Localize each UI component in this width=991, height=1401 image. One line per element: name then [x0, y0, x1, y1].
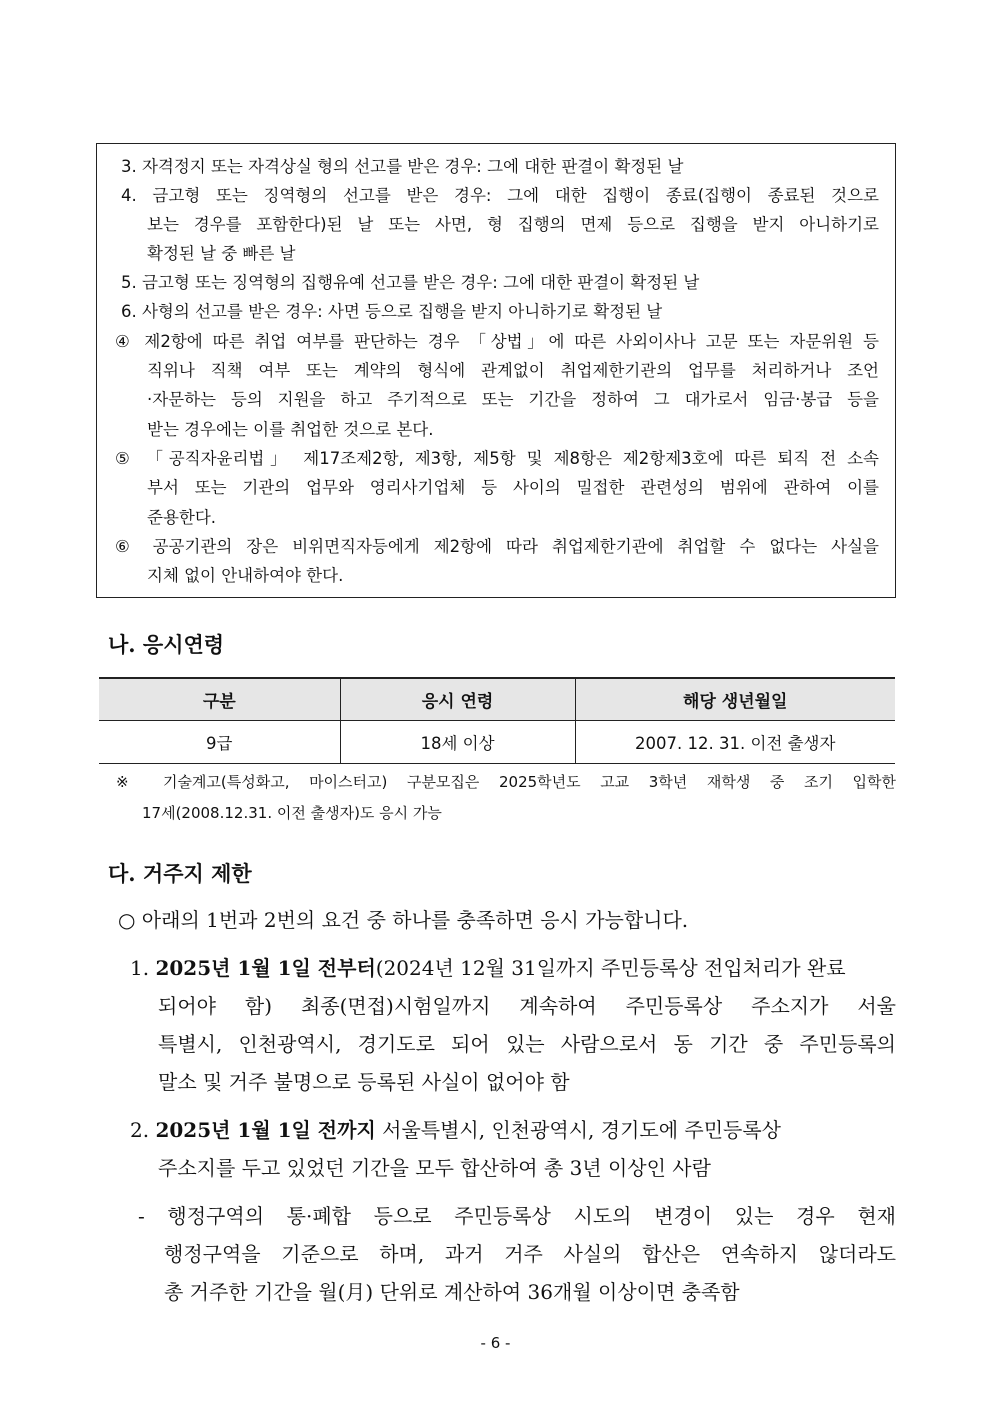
- residence-item2-line1: [130, 1117, 896, 1143]
- legal-para-5-line2: 부서 또는 기관의 업무와 영리사기업체 등 사이의 밀접한 관련성의 범위에 관하여 이를: [147, 478, 879, 497]
- legal-para-4-line2: 직위나 직책 여부 또는 계약의 형식에 관계없이 취업제한기관의 업무를 처리하거나 조언: [147, 361, 879, 380]
- residence-item1-number: 1.: [130, 956, 150, 980]
- legal-para-6-line2: 지체 없이 안내하여야 한다.: [147, 566, 344, 585]
- table-cell-age: 18세 이상: [340, 721, 575, 764]
- table-header-row: [99, 678, 895, 721]
- legal-item-6: 6. 사형의 선고를 받은 경우: 사면 등으로 집행을 받지 아니하기로 확정된 날: [121, 302, 663, 321]
- legal-para-4-line4: 받는 경우에는 이를 취업한 것으로 본다.: [147, 420, 434, 439]
- residence-item2-line2: 주소지를 두고 있었던 기간을 모두 합산하여 총 3년 이상인 사람: [158, 1156, 711, 1180]
- table-header-age: 응시 연령: [340, 678, 575, 721]
- legal-para-5-line3: 준용한다.: [147, 508, 217, 527]
- section-heading-age: 나. 응시연령: [108, 632, 225, 657]
- residence-item1-line1: [130, 955, 896, 981]
- residence-intro: ○ 아래의 1번과 2번의 요건 중 하나를 충족하면 응시 가능합니다.: [118, 908, 689, 932]
- table-row: [99, 721, 895, 764]
- legal-para-6-line1: ⑥ 공공기관의 장은 비위면직자등에게 제2항에 따라 취업제한기관에 취업할 수 없다는 사실을: [115, 537, 879, 556]
- table-cell-birthdate: 2007. 12. 31. 이전 출생자: [575, 721, 895, 764]
- age-note-line2: 17세(2008.12.31. 이전 출생자)도 응시 가능: [142, 804, 442, 822]
- legal-para-5-line1: ⑤ 「공직자윤리법」 제17조제2항, 제3항, 제5항 및 제8항은 제2항제3호에 따른 퇴직 전 소속: [115, 449, 879, 468]
- age-table: [99, 677, 895, 764]
- legal-para-4-line3: ·자문하는 등의 지원을 하고 주기적으로 또는 기간을 정하여 그 대가로서 임금·봉급 등을: [147, 390, 879, 409]
- residence-dash-line2: 행정구역을 기준으로 하며, 과거 거주 사실의 합산은 연속하지 않더라도: [164, 1242, 896, 1266]
- residence-item1-line2: 되어야 함) 최종(면접)시험일까지 계속하여 주민등록상 주소지가 서울: [158, 994, 896, 1018]
- residence-item2-number: 2.: [130, 1118, 150, 1142]
- residence-item2-bold: 2025년 1월 1일 전까지: [155, 1118, 376, 1142]
- page-number: - 6 -: [480, 1334, 511, 1352]
- residence-item1-bold: 2025년 1월 1일 전부터: [155, 956, 376, 980]
- table-cell-grade: 9급: [99, 721, 340, 764]
- legal-item-5: 5. 금고형 또는 징역형의 집행유예 선고를 받은 경우: 그에 대한 판결이 확정된 날: [121, 273, 700, 292]
- legal-item-3: 3. 자격정지 또는 자격상실 형의 선고를 받은 경우: 그에 대한 판결이 확정된 날: [121, 157, 684, 176]
- section-heading-residence: 다. 거주지 제한: [108, 861, 252, 886]
- legal-item-4-line2: 보는 경우를 포함한다)된 날 또는 사면, 형 집행의 면제 등으로 집행을 받지 아니하기로: [147, 215, 879, 234]
- residence-item1-line4: 말소 및 거주 불명으로 등록된 사실이 없어야 함: [158, 1070, 570, 1094]
- residence-item1-rest: (2024년 12월 31일까지 주민등록상 전입처리가 완료: [375, 956, 846, 980]
- residence-dash-line1: - 행정구역의 통·폐합 등으로 주민등록상 시도의 변경이 있는 경우 현재: [138, 1204, 896, 1228]
- legal-item-4-line1: 4. 금고형 또는 징역형의 선고를 받은 경우: 그에 대한 집행이 종료(집행이 종료된 것으로: [121, 186, 879, 205]
- age-note-line1: ※ 기술계고(특성화고, 마이스터고) 구분모집은 2025학년도 고교 3학년 재학생 중 조기 입학한: [116, 773, 896, 791]
- legal-item-4-line3: 확정된 날 중 빠른 날: [147, 244, 296, 263]
- residence-item2-rest: 서울특별시, 인천광역시, 경기도에 주민등록상: [375, 1118, 781, 1142]
- legal-para-4-line1: ④ 제2항에 따른 취업 여부를 판단하는 경우 「상법」에 따른 사외이사나 고문 또는 자문위원 등: [115, 332, 879, 351]
- table-header-category: 구분: [99, 678, 340, 721]
- residence-item1-line3: 특별시, 인천광역시, 경기도로 되어 있는 사람으로서 동 기간 중 주민등록의: [158, 1032, 896, 1056]
- residence-dash-line3: 총 거주한 기간을 월(月) 단위로 계산하여 36개월 이상이면 충족함: [164, 1280, 740, 1304]
- table-header-birthdate: 해당 생년월일: [575, 678, 895, 721]
